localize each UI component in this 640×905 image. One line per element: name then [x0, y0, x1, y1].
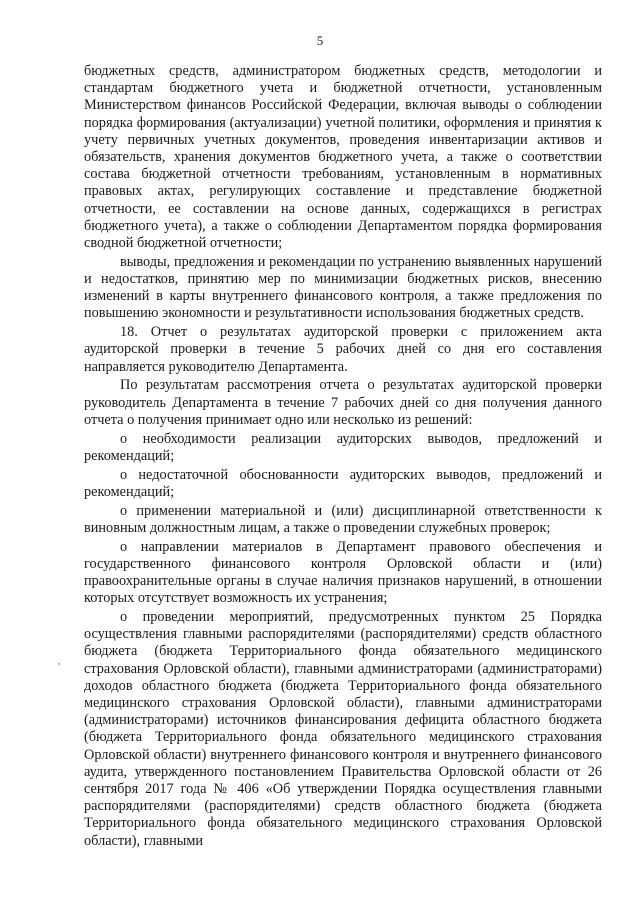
paragraph-decision-5: о проведении мероприятий, предусмотренных пунктом 25 Порядка осуществления главными распорядителями (распорядителями) средств областного бюджета (бюджета Территориального фонда обязательного медицинского страхования Орловской области), главными администраторами (администраторами) доходов областного бюджета (бюджета Территориального фонда обязательного медицинского страхования Орловской области), главными администраторами (администраторами) источников финансирования дефицита областного бюджета (бюджета Территориального фонда обязательного медицинского страхования Орловской области) внутреннего финансового контроля и внутреннего финансового аудита, утвержденного постановлением Правительства Орловской области от 26 сентября 2017 года № 406 «Об утверждении Порядка осуществления главными распорядителями (распорядителями) средств областного бюджета (бюджета Территориального фонда обязательного медицинского страхования Орловской области), главными	[84, 609, 602, 849]
paragraph-decision-2: о недостаточной обоснованности аудиторских выводов, предложений и рекомендаций;	[84, 466, 602, 500]
paragraph-conclusions: выводы, предложения и рекомендации по устранению выявленных нарушений и недостатков, принятию мер по минимизации бюджетных рисков, внесению изменений в карты внутреннего финансового контроля, а также предложения по повышению экономности и результативности использования бюджетных средств.	[84, 253, 602, 322]
paragraph-decision-1: о необходимости реализации аудиторских выводов, предложений и рекомендаций;	[84, 430, 602, 464]
margin-mark: ,	[58, 656, 61, 667]
page-number: 5	[316, 33, 324, 48]
paragraph-decision-3: о применении материальной и (или) дисциплинарной ответственности к виновным должностным лицам, а также о проведении служебных проверок;	[84, 502, 602, 536]
paragraph-item-18: 18. Отчет о результатах аудиторской проверки с приложением акта аудиторской проверки в течение 5 рабочих дней со дня его составления направляется руководителю Департамента.	[84, 324, 602, 375]
document-body	[84, 63, 602, 851]
paragraph-decision-4: о направлении материалов в Департамент правового обеспечения и государственного финансового контроля Орловской области и (или) правоохранительные органы в случае наличия признаков нарушений, в отношении которых отсутствует возможность их устранения;	[84, 538, 602, 607]
paragraph-decisions-intro: По результатам рассмотрения отчета о результатах аудиторской проверки руководитель Департамента в течение 7 рабочих дней со дня получения данного отчета о получения принимает одно или несколько из решений:	[84, 377, 602, 428]
paragraph-continuation: бюджетных средств, администратором бюджетных средств, методологии и стандартам бюджетного учета и бюджетной отчетности, установленным Министерством финансов Российской Федерации, включая выводы о соблюдении порядка формирования (актуализации) учетной политики, оформления и принятия к учету первичных учетных документов, проведения инвентаризации активов и обязательств, хранения документов бюджетного учета, а также о соответствии состава бюджетной отчетности требованиям, установленным в нормативных правовых актах, регулирующих составление и представление бюджетной отчетности, ее составлении на основе данных, содержащихся в регистрах бюджетного учета), а также о соблюдении Департаментом порядка формирования сводной бюджетной отчетности;	[84, 63, 602, 252]
